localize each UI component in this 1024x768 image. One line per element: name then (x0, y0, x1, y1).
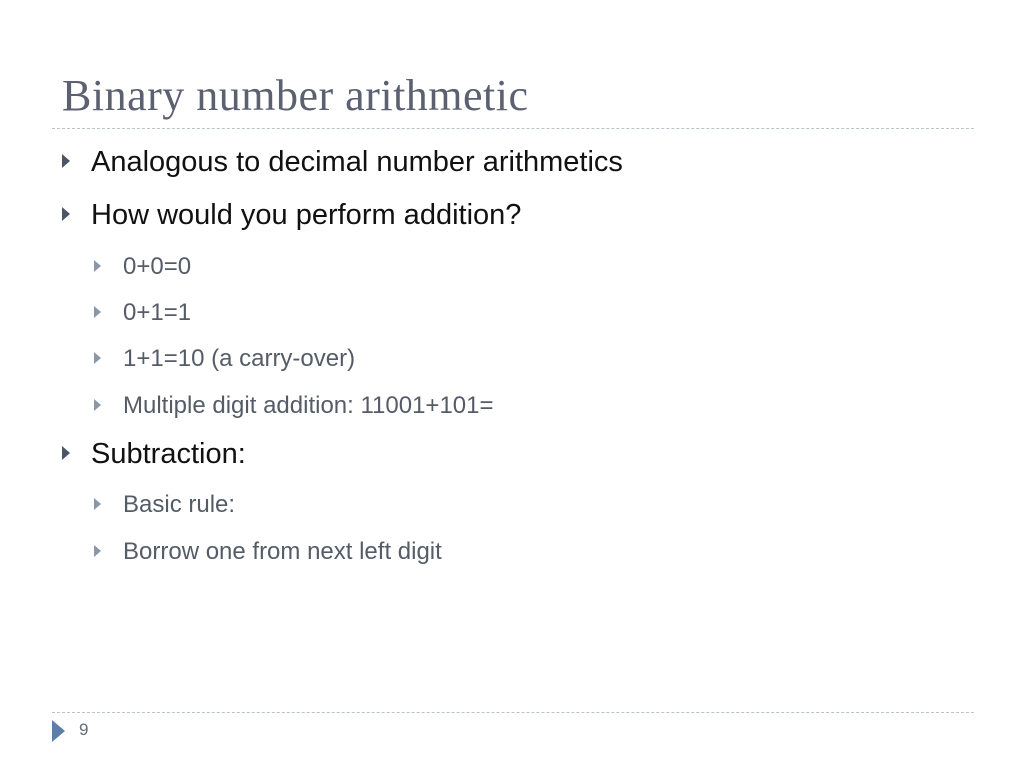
sub-bullet-item (94, 538, 442, 566)
sub-bullet-item (94, 392, 494, 420)
triangle-right-icon (94, 498, 101, 510)
bullet-item (62, 146, 623, 179)
triangle-right-icon (94, 352, 101, 364)
sub-bullet-text: 0+1=1 (123, 299, 192, 326)
triangle-right-icon (62, 446, 70, 460)
sub-bullet-item (94, 299, 191, 327)
bullet-item (62, 438, 246, 471)
bullet-text: Analogous to decimal number arithmetics (91, 146, 623, 178)
page-number: 9 (79, 720, 89, 739)
footer-divider (52, 712, 974, 713)
triangle-right-icon (94, 260, 101, 272)
triangle-right-icon (94, 545, 101, 557)
slide-title: Binary number arithmetic (62, 71, 529, 120)
sub-bullet-text: Multiple digit addition: 11001+101= (123, 392, 494, 419)
sub-bullet-item (94, 491, 235, 519)
sub-bullet-item (94, 345, 355, 373)
title-divider (52, 128, 974, 129)
sub-bullet-text: Borrow one from next left digit (123, 538, 442, 565)
sub-bullet-item (94, 253, 191, 281)
triangle-right-icon (94, 399, 101, 411)
triangle-right-icon (62, 154, 70, 168)
sub-bullet-text: 0+0=0 (123, 253, 192, 280)
bullet-text: How would you perform addition? (91, 199, 522, 231)
bullet-text: Subtraction: (91, 438, 246, 470)
triangle-right-icon (94, 306, 101, 318)
bullet-item (62, 199, 521, 232)
triangle-right-icon (62, 207, 70, 221)
sub-bullet-text: 1+1=10 (a carry-over) (123, 345, 356, 372)
sub-bullet-text: Basic rule: (123, 491, 236, 518)
triangle-right-icon (52, 720, 65, 742)
